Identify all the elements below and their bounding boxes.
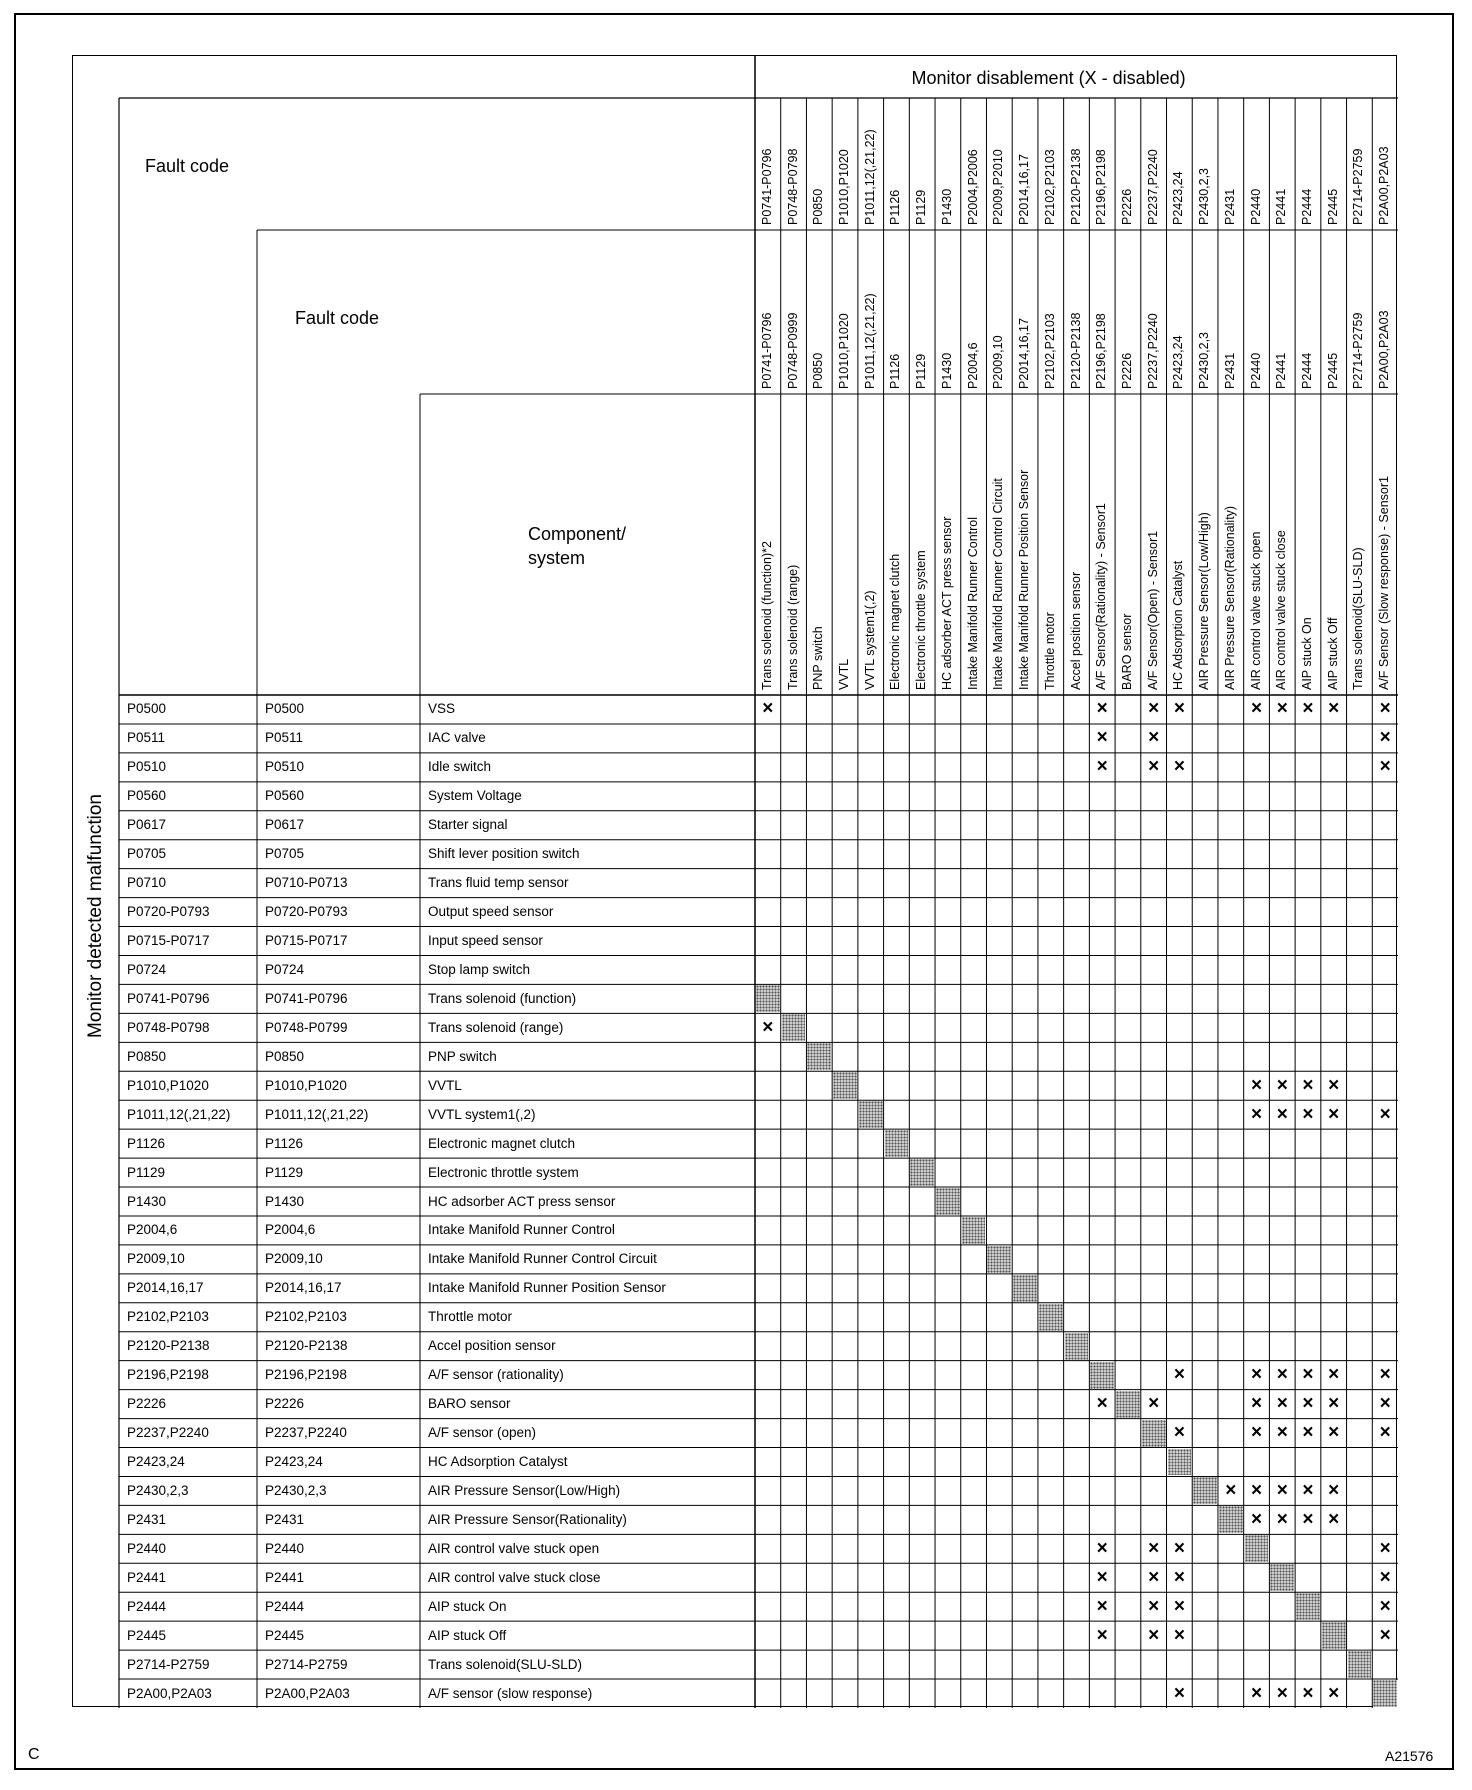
column-code1-label: P2431 xyxy=(1222,188,1237,225)
component-system-label-line2: system xyxy=(528,548,586,568)
row-fault-code2: P2430,2,3 xyxy=(265,1482,327,1498)
column-code2-label: P2714-P2759 xyxy=(1351,312,1366,389)
row-fault-code1: P0705 xyxy=(127,846,167,862)
disabled-x-mark: × xyxy=(1096,1537,1108,1559)
disabled-x-mark: × xyxy=(1148,756,1160,778)
disabled-x-mark: × xyxy=(1379,1624,1391,1646)
disabled-x-mark: × xyxy=(1148,1393,1160,1415)
disabled-x-mark: × xyxy=(1302,1074,1314,1096)
column-component-label: HC Adsorption Catalyst xyxy=(1171,560,1186,690)
row-component-name: Trans fluid temp sensor xyxy=(428,875,569,891)
column-code2-label: P2431 xyxy=(1222,352,1237,389)
row-fault-code2: P2A00,P2A03 xyxy=(265,1685,350,1701)
disabled-x-mark: × xyxy=(1328,1393,1340,1415)
corner-label: C xyxy=(28,1746,40,1763)
row-fault-code1: P2226 xyxy=(127,1396,167,1412)
column-code1-label: P0850 xyxy=(811,188,826,225)
column-code1-label: P2009,P2010 xyxy=(991,149,1006,225)
row-fault-code2: P2009,10 xyxy=(265,1251,323,1267)
column-component-label: AIP stuck On xyxy=(1299,617,1314,690)
column-component-label: AIR control valve stuck open xyxy=(1248,531,1263,690)
disabled-x-mark: × xyxy=(1302,1422,1314,1444)
column-code1-label: P1011,12(,21,22) xyxy=(862,129,877,225)
disabled-x-mark: × xyxy=(1276,1508,1288,1530)
column-code2-label: P2014,16,17 xyxy=(1017,318,1032,389)
row-component-name: VSS xyxy=(428,701,456,717)
column-code1-label: P1430 xyxy=(939,188,954,225)
self-cell-shade xyxy=(1065,1333,1089,1360)
row-component-name: VVTL system1(,2) xyxy=(428,1106,536,1122)
row-fault-code1: P2714-P2759 xyxy=(127,1656,210,1672)
disabled-x-mark: × xyxy=(1379,1566,1391,1588)
row-fault-code2: P0720-P0793 xyxy=(265,904,348,920)
column-component-label: Trans solenoid (range) xyxy=(785,564,800,690)
row-component-name: VVTL xyxy=(428,1077,462,1093)
row-fault-code1: P0741-P0796 xyxy=(127,990,210,1006)
disabled-x-mark: × xyxy=(1379,1364,1391,1386)
disabled-x-mark: × xyxy=(1250,1103,1263,1125)
row-fault-code1: P1126 xyxy=(127,1135,166,1151)
disabled-x-mark: × xyxy=(1148,727,1160,749)
column-code2-label: P0741-P0796 xyxy=(759,312,774,389)
row-component-name: Electronic magnet clutch xyxy=(428,1135,576,1151)
monitor-disablement-table xyxy=(72,55,1397,1707)
row-fault-code2: P2445 xyxy=(265,1627,305,1643)
column-code2-label: P2423,24 xyxy=(1171,335,1186,389)
disabled-x-mark: × xyxy=(762,1016,774,1038)
row-component-name: BARO sensor xyxy=(428,1396,511,1412)
self-cell-shade xyxy=(987,1246,1011,1273)
row-fault-code2: P2714-P2759 xyxy=(265,1656,348,1672)
disabled-x-mark: × xyxy=(1250,1364,1263,1386)
column-code2-label: P1010,P1020 xyxy=(837,313,852,389)
column-code1-label: P2714-P2759 xyxy=(1351,148,1366,225)
column-code2-label: P2004,6 xyxy=(965,342,980,389)
row-fault-code1: P0510 xyxy=(127,759,167,775)
disabled-x-mark: × xyxy=(1250,1422,1263,1444)
disabled-x-mark: × xyxy=(1250,1074,1263,1096)
self-cell-shade xyxy=(1270,1564,1294,1591)
row-component-name: AIR Pressure Sensor(Rationality) xyxy=(428,1511,627,1527)
disabled-x-mark: × xyxy=(1379,1393,1391,1415)
disabled-x-mark: × xyxy=(762,698,774,720)
column-code2-label: P2A00,P2A03 xyxy=(1377,310,1392,389)
row-component-name: Trans solenoid(SLU-SLD) xyxy=(428,1656,583,1672)
column-component-label: VVTL system1(,2) xyxy=(862,590,877,690)
column-code2-label: P2196,P2198 xyxy=(1094,313,1109,389)
row-fault-code2: P1010,P1020 xyxy=(265,1077,347,1093)
disabled-x-mark: × xyxy=(1379,698,1391,720)
row-fault-code1: P2237,P2240 xyxy=(127,1425,209,1441)
row-component-name: Starter signal xyxy=(428,817,508,833)
row-fault-code1: P0511 xyxy=(127,730,166,746)
column-code1-label: P2014,16,17 xyxy=(1017,154,1032,225)
row-fault-code1: P2441 xyxy=(127,1569,167,1585)
self-cell-shade xyxy=(807,1043,831,1070)
column-component-label: Intake Manifold Runner Control Circuit xyxy=(991,478,1006,690)
column-component-label: VVTL xyxy=(837,658,852,690)
column-component-label: Intake Manifold Runner Position Sensor xyxy=(1017,469,1032,690)
row-fault-code2: P2423,24 xyxy=(265,1453,323,1469)
row-fault-code1: P2423,24 xyxy=(127,1453,185,1469)
fault-code-outer-label: Fault code xyxy=(145,156,230,176)
row-fault-code1: P2444 xyxy=(127,1598,167,1614)
self-cell-shade xyxy=(859,1101,883,1128)
disabled-x-mark: × xyxy=(1173,1364,1185,1386)
column-component-label: BARO sensor xyxy=(1119,613,1134,690)
disabled-x-mark: × xyxy=(1328,1479,1340,1501)
row-component-name: HC Adsorption Catalyst xyxy=(428,1453,568,1469)
row-component-name: Intake Manifold Runner Position Sensor xyxy=(428,1280,666,1296)
row-component-name: Output speed sensor xyxy=(428,904,554,920)
disabled-x-mark: × xyxy=(1302,698,1314,720)
row-component-name: Accel position sensor xyxy=(428,1338,556,1354)
column-component-label: HC adsorber ACT press sensor xyxy=(939,516,954,690)
self-cell-shade xyxy=(782,1014,806,1041)
row-fault-code2: P0510 xyxy=(265,759,305,775)
disabled-x-mark: × xyxy=(1302,1364,1314,1386)
disabled-x-mark: × xyxy=(1250,1479,1263,1501)
row-fault-code2: P2004,6 xyxy=(265,1222,316,1238)
figure-id: A21576 xyxy=(1385,1748,1434,1764)
row-component-name: Trans solenoid (function) xyxy=(428,990,577,1006)
self-cell-shade xyxy=(1348,1651,1372,1678)
disabled-x-mark: × xyxy=(1173,1682,1185,1704)
disabled-x-mark: × xyxy=(1173,698,1185,720)
column-code1-label: P2440 xyxy=(1248,188,1263,225)
row-fault-code2: P0710-P0713 xyxy=(265,875,348,891)
self-cell-shade xyxy=(1168,1449,1192,1476)
disabled-x-mark: × xyxy=(1328,1074,1340,1096)
disabled-x-mark: × xyxy=(1328,1422,1340,1444)
row-fault-code1: P2004,6 xyxy=(127,1222,178,1238)
disabled-x-mark: × xyxy=(1225,1479,1237,1501)
row-fault-code2: P2237,P2240 xyxy=(265,1425,347,1441)
disabled-x-mark: × xyxy=(1173,756,1185,778)
column-code2-label: P1011,12(,21,22) xyxy=(862,293,877,389)
disabled-x-mark: × xyxy=(1250,698,1263,720)
row-fault-code1: P0710 xyxy=(127,875,167,891)
row-component-name: Intake Manifold Runner Control Circuit xyxy=(428,1251,657,1267)
row-component-name: Stop lamp switch xyxy=(428,961,531,977)
row-fault-code2: P0511 xyxy=(265,730,304,746)
disabled-x-mark: × xyxy=(1379,727,1391,749)
row-fault-code2: P2014,16,17 xyxy=(265,1280,342,1296)
row-component-name: Throttle motor xyxy=(428,1309,513,1325)
row-component-name: HC adsorber ACT press sensor xyxy=(428,1193,616,1209)
self-cell-shade xyxy=(1219,1506,1243,1533)
column-component-label: A/F Sensor(Rationality) - Sensor1 xyxy=(1094,503,1109,690)
disabled-x-mark: × xyxy=(1302,1682,1314,1704)
self-cell-shade xyxy=(1193,1477,1217,1504)
column-code2-label: P2444 xyxy=(1299,352,1314,389)
column-code1-label: P0741-P0796 xyxy=(759,148,774,225)
column-component-label: AIP stuck Off xyxy=(1325,617,1340,690)
disabled-x-mark: × xyxy=(1302,1393,1314,1415)
row-fault-code2: P2431 xyxy=(265,1511,305,1527)
row-fault-code2: P2102,P2103 xyxy=(265,1309,347,1325)
column-code1-label: P2237,P2240 xyxy=(1145,149,1160,225)
row-fault-code2: P2226 xyxy=(265,1396,305,1412)
disabled-x-mark: × xyxy=(1173,1566,1185,1588)
column-code2-label: P2009,10 xyxy=(991,335,1006,389)
disabled-x-mark: × xyxy=(1328,1682,1340,1704)
column-code2-label: P1126 xyxy=(888,353,903,389)
column-code2-label: P0850 xyxy=(811,352,826,389)
fault-code-inner-label: Fault code xyxy=(295,308,380,328)
disabled-x-mark: × xyxy=(1379,1537,1391,1559)
column-code1-label: P2441 xyxy=(1274,188,1289,225)
row-fault-code1: P2440 xyxy=(127,1540,167,1556)
row-component-name: A/F sensor (slow response) xyxy=(428,1685,593,1701)
disabled-x-mark: × xyxy=(1302,1508,1314,1530)
column-component-label: Electronic throttle system xyxy=(914,550,929,690)
row-component-name: PNP switch xyxy=(428,1048,497,1064)
disabled-x-mark: × xyxy=(1096,756,1108,778)
row-component-name: Trans solenoid (range) xyxy=(428,1019,564,1035)
row-fault-code1: P0850 xyxy=(127,1048,167,1064)
column-code1-label: P2430,2,3 xyxy=(1197,168,1212,225)
row-fault-code1: P0715-P0717 xyxy=(127,933,210,948)
column-code2-label: P2226 xyxy=(1119,352,1134,389)
row-fault-code1: P0500 xyxy=(127,701,167,717)
monitor-disablement-title: Monitor disablement (X - disabled) xyxy=(911,68,1186,88)
disabled-x-mark: × xyxy=(1379,756,1391,778)
column-code2-label: P0748-P0999 xyxy=(785,312,800,389)
disabled-x-mark: × xyxy=(1328,1364,1340,1386)
self-cell-shade xyxy=(885,1130,909,1157)
column-code1-label: P2423,24 xyxy=(1171,171,1186,225)
column-code2-label: P2237,P2240 xyxy=(1145,313,1160,389)
column-code1-label: P2A00,P2A03 xyxy=(1377,146,1392,225)
row-component-name: AIP stuck On xyxy=(428,1598,507,1614)
row-fault-code2: P1430 xyxy=(265,1193,305,1209)
column-component-label: PNP switch xyxy=(811,626,826,690)
self-cell-shade xyxy=(1373,1680,1397,1707)
row-fault-code2: P2196,P2198 xyxy=(265,1367,347,1383)
row-fault-code2: P2120-P2138 xyxy=(265,1338,348,1354)
row-fault-code1: P1010,P1020 xyxy=(127,1077,209,1093)
disabled-x-mark: × xyxy=(1276,1103,1288,1125)
row-fault-code1: P0617 xyxy=(127,817,167,833)
disabled-x-mark: × xyxy=(1096,1595,1108,1617)
row-component-name: IAC valve xyxy=(428,730,486,746)
column-code1-label: P0748-P0798 xyxy=(785,148,800,225)
row-fault-code1: P1129 xyxy=(127,1164,166,1180)
disabled-x-mark: × xyxy=(1148,698,1160,720)
row-fault-code2: P0724 xyxy=(265,961,305,977)
row-fault-code2: P0560 xyxy=(265,788,305,804)
row-component-name: System Voltage xyxy=(428,788,522,804)
self-cell-shade xyxy=(833,1072,857,1099)
row-component-name: Shift lever position switch xyxy=(428,846,580,862)
row-fault-code1: P1011,12(,21,22) xyxy=(127,1106,231,1122)
row-fault-code2: P1129 xyxy=(265,1164,304,1180)
self-cell-shade xyxy=(936,1188,960,1215)
row-fault-code2: P2441 xyxy=(265,1569,305,1585)
column-code2-label: P1430 xyxy=(939,352,954,389)
row-fault-code1: P0724 xyxy=(127,961,167,977)
column-code2-label: P2102,P2103 xyxy=(1042,313,1057,389)
row-component-name: A/F sensor (open) xyxy=(428,1425,537,1441)
column-code1-label: P2120-P2138 xyxy=(1068,148,1083,225)
row-fault-code2: P1126 xyxy=(265,1135,304,1151)
row-fault-code2: P0617 xyxy=(265,817,305,833)
column-component-label: Throttle motor xyxy=(1042,612,1057,690)
disabled-x-mark: × xyxy=(1328,1508,1340,1530)
self-cell-shade xyxy=(910,1159,934,1186)
disabled-x-mark: × xyxy=(1276,1074,1288,1096)
disabled-x-mark: × xyxy=(1302,1103,1314,1125)
row-component-name: Idle switch xyxy=(428,759,492,775)
column-code1-label: P2226 xyxy=(1119,188,1134,225)
disabled-x-mark: × xyxy=(1096,1393,1108,1415)
row-fault-code1: P2431 xyxy=(127,1511,167,1527)
row-component-name: AIP stuck Off xyxy=(428,1627,507,1643)
row-fault-code2: P0850 xyxy=(265,1048,305,1064)
column-component-label: AIR Pressure Sensor(Low/High) xyxy=(1197,512,1212,690)
self-cell-shade xyxy=(1039,1304,1063,1331)
row-fault-code1: P2196,P2198 xyxy=(127,1367,209,1383)
disabled-x-mark: × xyxy=(1148,1537,1160,1559)
disabled-x-mark: × xyxy=(1148,1624,1160,1646)
disabled-x-mark: × xyxy=(1379,1595,1391,1617)
disabled-x-mark: × xyxy=(1148,1566,1160,1588)
disabled-x-mark: × xyxy=(1328,1103,1340,1125)
self-cell-shade xyxy=(1013,1275,1037,1302)
row-fault-code2: P0705 xyxy=(265,846,305,862)
row-fault-code1: P2120-P2138 xyxy=(127,1338,210,1354)
disabled-x-mark: × xyxy=(1276,1393,1288,1415)
disabled-x-mark: × xyxy=(1379,1103,1391,1125)
disabled-x-mark: × xyxy=(1096,727,1108,749)
self-cell-shade xyxy=(962,1217,986,1244)
column-code1-label: P2004,P2006 xyxy=(965,149,980,225)
column-component-label: A/F Sensor (Slow response) - Sensor1 xyxy=(1377,476,1392,690)
self-cell-shade xyxy=(1296,1593,1320,1620)
row-component-name: A/F sensor (rationality) xyxy=(428,1367,564,1383)
disabled-x-mark: × xyxy=(1276,1682,1288,1704)
disabled-x-mark: × xyxy=(1276,1479,1288,1501)
disabled-x-mark: × xyxy=(1276,1422,1288,1444)
column-code1-label: P1129 xyxy=(914,189,929,225)
disabled-x-mark: × xyxy=(1302,1479,1314,1501)
row-fault-code1: P2430,2,3 xyxy=(127,1482,189,1498)
row-fault-code1: P2009,10 xyxy=(127,1251,185,1267)
column-code1-label: P2444 xyxy=(1299,188,1314,225)
row-fault-code2: P0715-P0717 xyxy=(265,933,348,948)
disabled-x-mark: × xyxy=(1096,698,1108,720)
column-component-label: Trans solenoid (function)*2 xyxy=(759,541,774,690)
self-cell-shade xyxy=(1090,1362,1114,1389)
disabled-x-mark: × xyxy=(1276,698,1288,720)
column-code2-label: P2440 xyxy=(1248,352,1263,389)
component-system-label-line1: Component/ xyxy=(528,524,627,544)
disabled-x-mark: × xyxy=(1096,1566,1108,1588)
self-cell-shade xyxy=(1142,1420,1166,1447)
column-code1-label: P2445 xyxy=(1325,188,1340,225)
column-component-label: Accel position sensor xyxy=(1068,571,1083,690)
row-fault-code2: P2444 xyxy=(265,1598,305,1614)
row-fault-code2: P0500 xyxy=(265,701,305,717)
self-cell-shade xyxy=(1116,1391,1140,1418)
row-fault-code1: P0748-P0798 xyxy=(127,1019,210,1035)
row-fault-code1: P0560 xyxy=(127,788,167,804)
disabled-x-mark: × xyxy=(1379,1422,1391,1444)
self-cell-shade xyxy=(756,985,780,1012)
disabled-x-mark: × xyxy=(1250,1393,1263,1415)
row-component-name: AIR control valve stuck open xyxy=(428,1540,600,1556)
row-fault-code1: P2445 xyxy=(127,1627,167,1643)
column-code2-label: P1129 xyxy=(914,353,929,389)
disabled-x-mark: × xyxy=(1096,1624,1108,1646)
self-cell-shade xyxy=(1245,1535,1269,1562)
row-component-name: Intake Manifold Runner Control xyxy=(428,1222,615,1238)
column-component-label: Trans solenoid(SLU-SLD) xyxy=(1351,547,1366,690)
row-component-name: AIR Pressure Sensor(Low/High) xyxy=(428,1482,621,1498)
disabled-x-mark: × xyxy=(1250,1508,1263,1530)
column-component-label: AIR control valve stuck close xyxy=(1274,530,1289,690)
row-component-name: AIR control valve stuck close xyxy=(428,1569,601,1585)
column-code1-label: P2102,P2103 xyxy=(1042,149,1057,225)
disabled-x-mark: × xyxy=(1250,1682,1263,1704)
row-fault-code1: P0720-P0793 xyxy=(127,904,210,920)
column-code1-label: P2196,P2198 xyxy=(1094,149,1109,225)
row-fault-code1: P2A00,P2A03 xyxy=(127,1685,212,1701)
row-fault-code1: P2014,16,17 xyxy=(127,1280,204,1296)
disabled-x-mark: × xyxy=(1173,1624,1185,1646)
column-component-label: Intake Manifold Runner Control xyxy=(965,516,980,690)
disabled-x-mark: × xyxy=(1328,698,1340,720)
row-fault-code1: P1430 xyxy=(127,1193,167,1209)
disabled-x-mark: × xyxy=(1173,1537,1185,1559)
row-fault-code1: P2102,P2103 xyxy=(127,1309,209,1325)
page-frame xyxy=(14,13,1454,1770)
disabled-x-mark: × xyxy=(1148,1595,1160,1617)
self-cell-shade xyxy=(1322,1622,1346,1649)
column-component-label: A/F Sensor(Open) - Sensor1 xyxy=(1145,530,1160,690)
column-code2-label: P2445 xyxy=(1325,352,1340,389)
column-component-label: Electronic magnet clutch xyxy=(888,553,903,690)
row-component-name: Electronic throttle system xyxy=(428,1164,579,1180)
column-code1-label: P1010,P1020 xyxy=(837,149,852,225)
row-fault-code2: P0748-P0799 xyxy=(265,1019,348,1035)
row-fault-code2: P2440 xyxy=(265,1540,305,1556)
column-code2-label: P2120-P2138 xyxy=(1068,312,1083,389)
side-label: Monitor detected malfunction xyxy=(85,794,106,1038)
row-fault-code2: P0741-P0796 xyxy=(265,990,348,1006)
column-code1-label: P1126 xyxy=(888,189,903,225)
disabled-x-mark: × xyxy=(1173,1595,1185,1617)
row-component-name: Input speed sensor xyxy=(428,933,543,948)
column-code2-label: P2430,2,3 xyxy=(1197,332,1212,389)
row-fault-code2: P1011,12(,21,22) xyxy=(265,1106,369,1122)
column-component-label: AIR Pressure Sensor(Rationality) xyxy=(1222,505,1237,690)
disabled-x-mark: × xyxy=(1276,1364,1288,1386)
column-code2-label: P2441 xyxy=(1274,352,1289,389)
disabled-x-mark: × xyxy=(1173,1422,1185,1444)
